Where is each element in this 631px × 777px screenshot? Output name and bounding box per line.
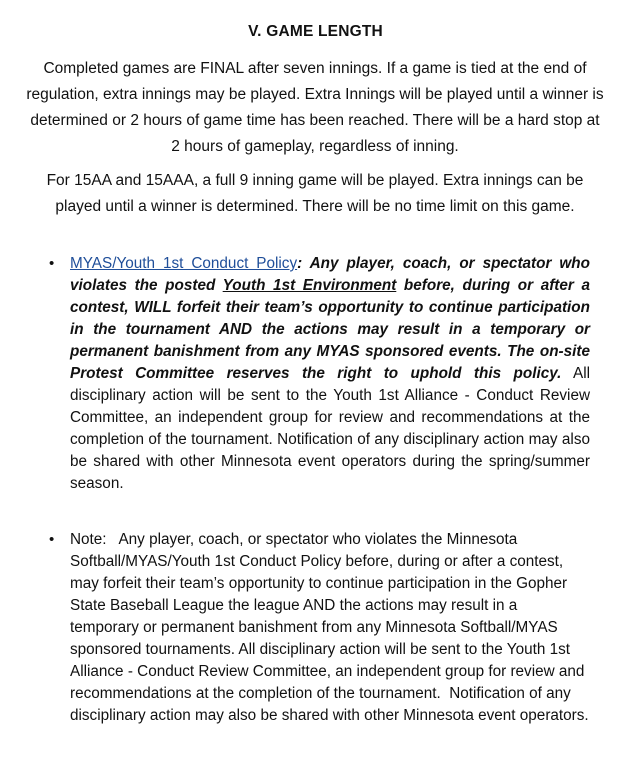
policy-bold-text: : Any player, coach, or spectator who violates the posted xyxy=(70,255,590,294)
section-heading: V. GAME LENGTH xyxy=(248,23,383,40)
note-text: Note: Any player, coach, or spectator who violates the Minnesota Softball/MYAS/Youth 1st Conduct Policy before, during or after a contest, may forfeit their team’s opportunity to continue participation in the Gopher State Baseball League the league AND the actions may result in a temporary or permanent banishment from any Minnesota Softball/MYAS sponsored tournaments. All disciplinary action will be sent to the Youth 1st Alliance - Conduct Review Committee, an independent group for review and recommendations at the completion of the tournament. Notification of any disciplinary action may also be shared with other Minnesota event operators. xyxy=(70,531,589,724)
bullet-marker: • xyxy=(49,531,55,548)
conduct-policy-bullet xyxy=(49,253,591,495)
youth-environment-text: Youth 1st Environment xyxy=(222,277,397,294)
bullet-marker: • xyxy=(49,255,55,272)
policy-bold-text-continued: before, during or after a contest, WILL forfeit their team’s opportunity to continue participation in the tournament AND the actions may result in a temporary or permanent banishment from any MYAS sponsored events. The on-site Protest Committee reserves the right to uphold this policy. xyxy=(70,277,590,382)
note-bullet xyxy=(49,529,590,727)
game-length-paragraph: Completed games are FINAL after seven innings. If a game is tied at the end of regulation, extra innings may be played. Extra Innings will be played until a winner is determined or 2 hours of game time has been reached. There will be a hard stop at 2 hours of gameplay, regardless of inning. xyxy=(26,60,604,155)
disciplinary-action-text: All disciplinary action will be sent to the Youth 1st Alliance - Conduct Review Committee, an independent group for review and recommendations at the completion of the tournament. Notification of any disciplinary action may also be shared with other Minnesota event operators during the spring/summer season. xyxy=(70,365,591,492)
extra-innings-paragraph: For 15AA and 15AAA, a full 9 inning game will be played. Extra innings can be played until a winner is determined. There will be no time limit on this game. xyxy=(46,172,584,215)
conduct-policy-link[interactable]: MYAS/Youth 1st Conduct Policy xyxy=(70,255,298,272)
